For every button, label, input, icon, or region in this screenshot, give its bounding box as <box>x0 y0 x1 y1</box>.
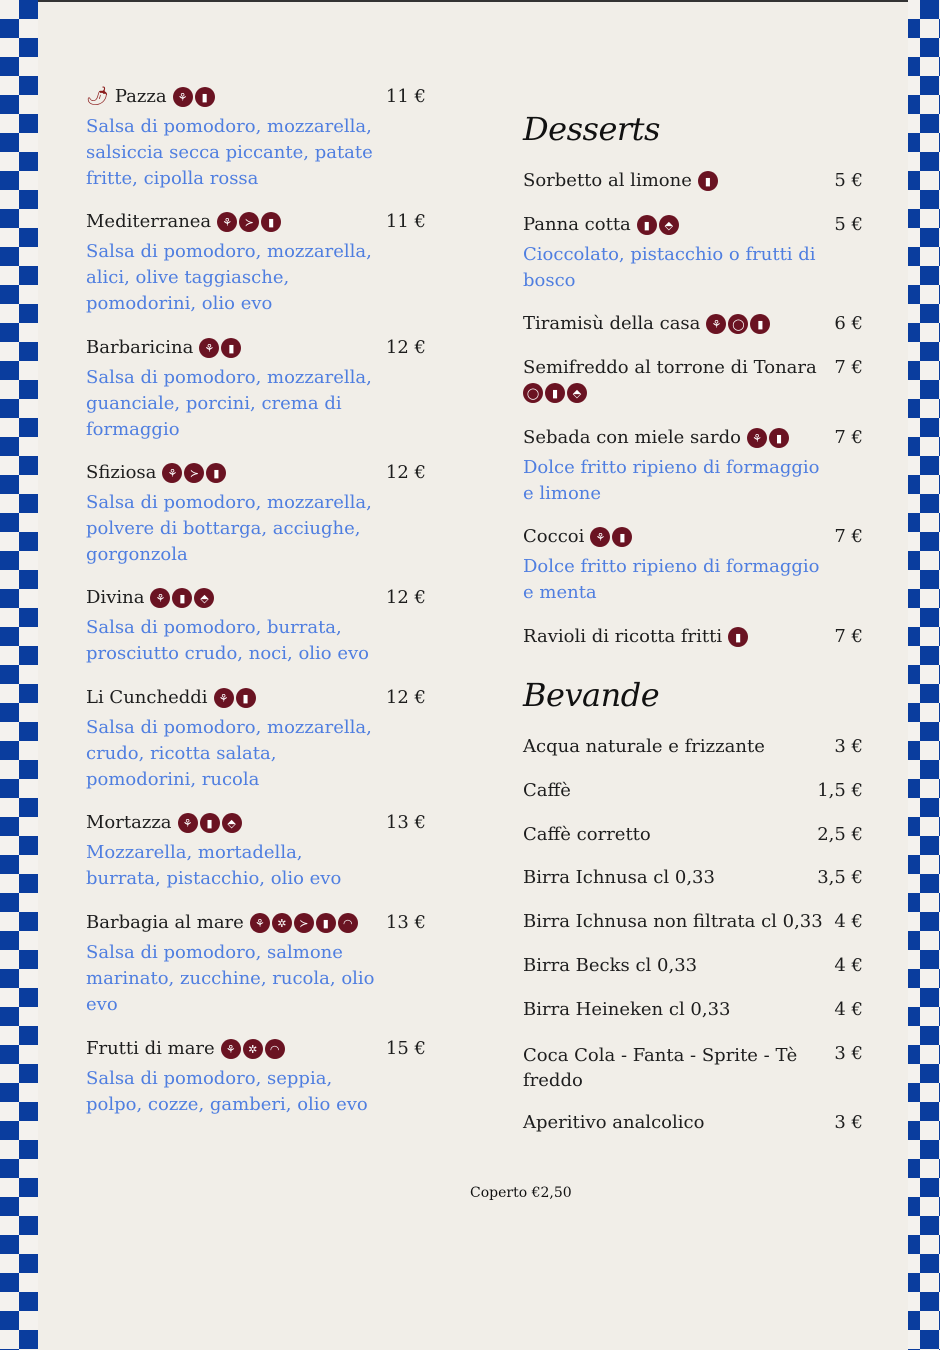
item-description: Salsa di pomodoro, mozzarella, guanciale, porcini, crema di formaggio <box>86 367 372 440</box>
item-price: 13 € <box>385 812 426 833</box>
item-name: Caffè <box>523 780 571 801</box>
item-description: Dolce fritto ripieno di formaggio e limone <box>523 457 820 504</box>
item-price: 5 € <box>834 214 863 235</box>
item-name: Tiramisù della casa <box>523 313 701 334</box>
menu-item-panna-cotta <box>523 214 863 294</box>
wheat-icon: ⚘ <box>217 212 237 232</box>
drink-item <box>523 824 863 846</box>
milk-icon: ▮ <box>769 428 789 448</box>
item-name: Caffè corretto <box>523 824 651 845</box>
drink-item <box>523 867 863 889</box>
drink-item <box>523 780 863 802</box>
item-name: Coccoi <box>523 526 585 547</box>
item-name: Ravioli di ricotta fritti <box>523 626 723 647</box>
item-name: Birra Heineken cl 0,33 <box>523 999 731 1020</box>
menu-item-li-cuncheddi <box>86 687 426 793</box>
allergen-icons <box>523 383 587 403</box>
wheat-icon: ⚘ <box>162 463 182 483</box>
menu-item-frutti-di-mare <box>86 1038 426 1118</box>
allergen-icons <box>150 588 214 608</box>
item-name: Barbagia al mare <box>86 912 244 933</box>
item-name: Divina <box>86 587 145 608</box>
item-description: Cioccolato, pistacchio o frutti di bosco <box>523 244 816 291</box>
item-name: Sebada con miele sardo <box>523 427 741 448</box>
cover-charge-note: Coperto €2,50 <box>470 1185 572 1201</box>
item-price: 4 € <box>834 911 863 932</box>
wheat-icon: ⚘ <box>590 527 610 547</box>
item-description: Dolce fritto ripieno di formaggio e menta <box>523 556 820 603</box>
milk-icon: ▮ <box>200 813 220 833</box>
item-name: Aperitivo analcolico <box>523 1112 705 1133</box>
item-price: 13 € <box>385 912 426 933</box>
allergen-icons <box>250 913 358 933</box>
item-price: 11 € <box>385 211 426 232</box>
item-price: 12 € <box>385 337 426 358</box>
menu-item-semifreddo <box>523 357 863 403</box>
wheat-icon: ⚘ <box>747 428 767 448</box>
wheat-icon: ⚘ <box>178 813 198 833</box>
milk-icon: ▮ <box>206 463 226 483</box>
drink-item <box>523 955 863 977</box>
menu-item-sorbetto <box>523 170 863 192</box>
allergen-icons <box>698 171 718 191</box>
wheat-icon: ⚘ <box>173 87 193 107</box>
item-name: Mortazza <box>86 812 172 833</box>
item-price: 4 € <box>834 999 863 1020</box>
item-description: Salsa di pomodoro, mozzarella, alici, olive taggiasche, pomodorini, olio evo <box>86 241 372 314</box>
menu-item-mortazza <box>86 812 426 892</box>
item-description: Salsa di pomodoro, salmone marinato, zucchine, rucola, olio evo <box>86 942 375 1015</box>
item-price: 2,5 € <box>817 824 863 845</box>
milk-icon: ▮ <box>612 527 632 547</box>
wheat-icon: ⚘ <box>199 338 219 358</box>
item-price: 12 € <box>385 687 426 708</box>
item-name: Frutti di mare <box>86 1038 215 1059</box>
menu-item-divina <box>86 587 426 667</box>
item-name: Mediterranea <box>86 211 212 232</box>
menu-item-mediterranea <box>86 211 426 317</box>
item-name: Coca Cola - Fanta - Sprite - Tè freddo <box>523 1045 798 1091</box>
item-price: 7 € <box>834 526 863 547</box>
menu-item-barbagia-al-mare <box>86 912 426 1018</box>
drink-item <box>523 1112 863 1134</box>
allergen-icons <box>637 215 679 235</box>
item-name: Sfiziosa <box>86 462 157 483</box>
item-price: 7 € <box>834 357 863 378</box>
item-price: 7 € <box>834 427 863 448</box>
mollusc-icon: ◠ <box>265 1039 285 1059</box>
menu-item-sfiziosa <box>86 462 426 568</box>
allergen-icons <box>706 314 770 334</box>
milk-icon: ▮ <box>698 171 718 191</box>
item-description: Salsa di pomodoro, seppia, polpo, cozze, gamberi, olio evo <box>86 1068 368 1115</box>
drink-item <box>523 736 863 758</box>
mollusc-icon: ◠ <box>338 913 358 933</box>
nut-icon: ⬘ <box>194 588 214 608</box>
milk-icon: ▮ <box>637 215 657 235</box>
item-name: Semifreddo al torrone di Tonara <box>523 357 817 378</box>
allergen-icons <box>747 428 789 448</box>
item-price: 3 € <box>834 736 863 757</box>
milk-icon: ▮ <box>195 87 215 107</box>
crab-icon: ✲ <box>272 913 292 933</box>
item-price: 11 € <box>385 86 426 107</box>
nut-icon: ⬘ <box>567 383 587 403</box>
menu-item-sebada <box>523 427 863 507</box>
chili-icon: 🌶 <box>86 86 109 107</box>
item-description: Salsa di pomodoro, burrata, prosciutto crudo, noci, olio evo <box>86 617 370 664</box>
drinks-heading: Bevande <box>523 676 660 714</box>
nut-icon: ⬘ <box>222 813 242 833</box>
item-description: Mozzarella, mortadella, burrata, pistacchio, olio evo <box>86 842 342 889</box>
allergen-icons <box>217 212 281 232</box>
item-name: Panna cotta <box>523 214 631 235</box>
wheat-icon: ⚘ <box>150 588 170 608</box>
milk-icon: ▮ <box>261 212 281 232</box>
milk-icon: ▮ <box>221 338 241 358</box>
allergen-icons <box>590 527 632 547</box>
menu-item-ravioli <box>523 626 863 648</box>
allergen-icons <box>178 813 242 833</box>
milk-icon: ▮ <box>728 627 748 647</box>
wheat-icon: ⚘ <box>214 688 234 708</box>
item-name: Barbaricina <box>86 337 194 358</box>
menu-item-pazza <box>86 86 426 192</box>
item-price: 12 € <box>385 462 426 483</box>
menu-item-coccoi <box>523 526 863 606</box>
allergen-icons <box>728 627 748 647</box>
item-description: Salsa di pomodoro, mozzarella, polvere di bottarga, acciughe, gorgonzola <box>86 492 372 565</box>
item-price: 12 € <box>385 587 426 608</box>
allergen-icons <box>162 463 226 483</box>
milk-icon: ▮ <box>316 913 336 933</box>
item-price: 4 € <box>834 955 863 976</box>
allergen-icons <box>199 338 241 358</box>
item-price: 3,5 € <box>817 867 863 888</box>
menu-item-barbaricina <box>86 337 426 443</box>
drink-item <box>523 1043 863 1093</box>
right-checkered-border <box>908 0 940 1350</box>
item-name: Li Cuncheddi <box>86 687 208 708</box>
milk-icon: ▮ <box>236 688 256 708</box>
nut-icon: ⬘ <box>659 215 679 235</box>
left-checkered-border <box>0 0 38 1350</box>
item-price: 7 € <box>834 626 863 647</box>
fish-icon: ≻ <box>184 463 204 483</box>
item-price: 6 € <box>834 313 863 334</box>
milk-icon: ▮ <box>172 588 192 608</box>
menu-item-tiramisu <box>523 313 863 335</box>
top-border-line <box>0 0 940 2</box>
drink-item <box>523 999 863 1021</box>
item-name: Sorbetto al limone <box>523 170 692 191</box>
item-description: Salsa di pomodoro, mozzarella, crudo, ricotta salata, pomodorini, rucola <box>86 717 372 790</box>
wheat-icon: ⚘ <box>250 913 270 933</box>
item-description: Salsa di pomodoro, mozzarella, salsiccia secca piccante, patate fritte, cipolla rossa <box>86 116 373 189</box>
crab-icon: ✲ <box>243 1039 263 1059</box>
item-price: 5 € <box>834 170 863 191</box>
item-price: 1,5 € <box>817 780 863 801</box>
milk-icon: ▮ <box>750 314 770 334</box>
item-price: 3 € <box>834 1112 863 1133</box>
item-price: 15 € <box>385 1038 426 1059</box>
drink-item <box>523 911 863 933</box>
wheat-icon: ⚘ <box>221 1039 241 1059</box>
egg-icon: ◯ <box>523 383 543 403</box>
item-name: Birra Ichnusa cl 0,33 <box>523 867 715 888</box>
fish-icon: ≻ <box>239 212 259 232</box>
allergen-icons <box>214 688 256 708</box>
item-name: Acqua naturale e frizzante <box>523 736 765 757</box>
allergen-icons <box>221 1039 285 1059</box>
item-name: Birra Ichnusa non filtrata cl 0,33 <box>523 911 823 932</box>
item-price: 3 € <box>834 1043 863 1064</box>
item-name: Birra Becks cl 0,33 <box>523 955 698 976</box>
milk-icon: ▮ <box>545 383 565 403</box>
allergen-icons <box>173 87 215 107</box>
desserts-heading: Desserts <box>523 110 660 148</box>
wheat-icon: ⚘ <box>706 314 726 334</box>
fish-icon: ≻ <box>294 913 314 933</box>
egg-icon: ◯ <box>728 314 748 334</box>
item-name: Pazza <box>114 86 167 107</box>
